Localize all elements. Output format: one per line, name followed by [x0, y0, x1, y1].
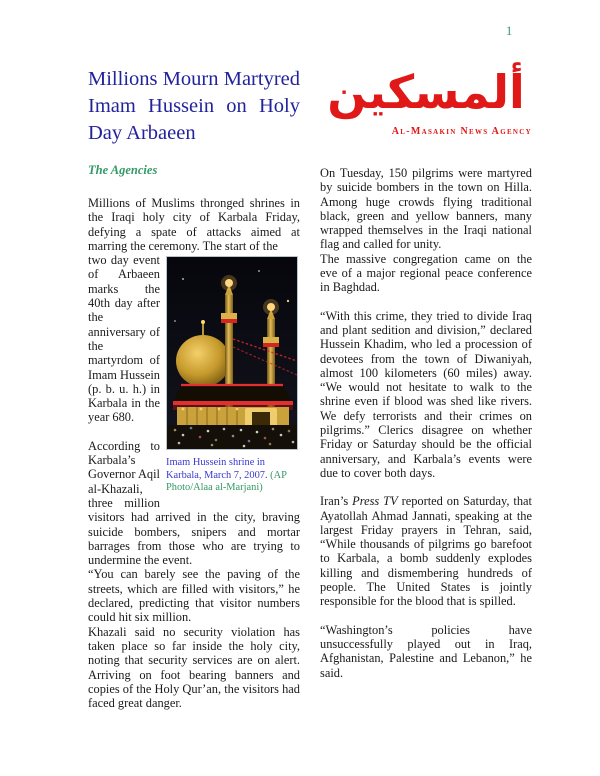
article-paragraph: “With this crime, they tried to divide Iraq and plant sedition and division,” declared Hussein Khadim, who led a procession of devotees from the town of Diwaniyah, almost 100 kilometers (60 miles) away. “We would not hesitate to walk to the shrine even if blood was shed like rivers. We defy terrorists and their crimes on pilgrims.” Clerics disagree on whether Friday or Saturday should be the official anniversary, and Karbala’s events were due to cover both days.: [320, 308, 532, 480]
paragraph-segment: “You can barely see the paving of the streets, which are filled with visitors,” he declared, predicting that visitor numbers could hit six million.: [88, 567, 300, 625]
photo-caption: [166, 457, 300, 495]
right-column: [320, 60, 532, 724]
paragraph-segment: The massive congregation came on the eve of a major regional peace conference in Baghdad.: [320, 251, 532, 295]
article-byline: The Agencies: [88, 163, 158, 177]
photo-caption-credit: (AP Photo/Alaa al-Marjani): [166, 469, 287, 494]
paragraph-segment: Iran’s: [320, 494, 353, 509]
article-paragraph: [320, 494, 532, 608]
left-column: [88, 60, 300, 724]
agency-logo-tagline: Al-Masakin News Agency: [391, 126, 532, 137]
article-headline: Millions Mourn Martyred Imam Hussein on Holy Day Arbaeen: [88, 68, 300, 144]
article-paragraph: [320, 166, 532, 295]
paragraph-segment: According to Karbala’s Governor Aqil al-Khazali, three million visitors had arrived in the city, braving suicide bombers, snipers and mortar barrages from those who are trying to undermine the event.: [88, 438, 300, 568]
page-content: [88, 60, 532, 724]
photo-caption-text: Imam Hussein shrine in Karbala, March 7, 2007.: [166, 457, 268, 481]
shrine-photo: [166, 256, 298, 450]
paragraph-segment: On Tuesday, 150 pilgrims were martyred by suicide bombers in the town on Hilla. Among huge crowds flying traditional black, green and yellow banners, many wrapped themselves in the Iraqi national flag and called for unity.: [320, 166, 532, 252]
paragraph-segment: Khazali said no security violation has taken place so far inside the holy city, noting that security services are on alert. Arriving on foot bearing banners and copies of the Holy Qur’an, the visitors had faced great danger.: [88, 624, 300, 711]
shrine-photo-illustration: [167, 257, 297, 449]
publication-name: Press TV: [352, 494, 398, 509]
paragraph-segment: reported on Saturday, that Ayatollah Ahmad Jannati, speaking at the largest Friday prayers in Tehran, said, “While thousands of pilgrims go barefoot to Karbala, a bomb suddenly explodes killing and dismembering hundreds of people. The United States is jointly responsible for the blood that is spilled.: [320, 494, 532, 609]
agency-masthead: [320, 60, 532, 152]
article-paragraph: Millions of Muslims thronged shrines in the Iraqi holy city of Karbala Friday, defying a spate of attacks aimed at marring the ceremony. The start of the: [88, 196, 300, 253]
article-paragraph: “Washington’s policies have unsuccessfully played out in Iraq, Afghanistan, Palestine and Lebanon,” he said.: [320, 622, 532, 680]
article-paragraph: two day event of Arbaeen marks the 40th day after the anniversary of the martyrdom of Imam Hussein (p. b. u. h.) in Karbala in the year 680.: [88, 253, 160, 425]
agency-logo-arabic: ألمسكين: [327, 65, 525, 119]
shrine-figure: [166, 256, 300, 495]
page-number: 1: [506, 24, 513, 38]
